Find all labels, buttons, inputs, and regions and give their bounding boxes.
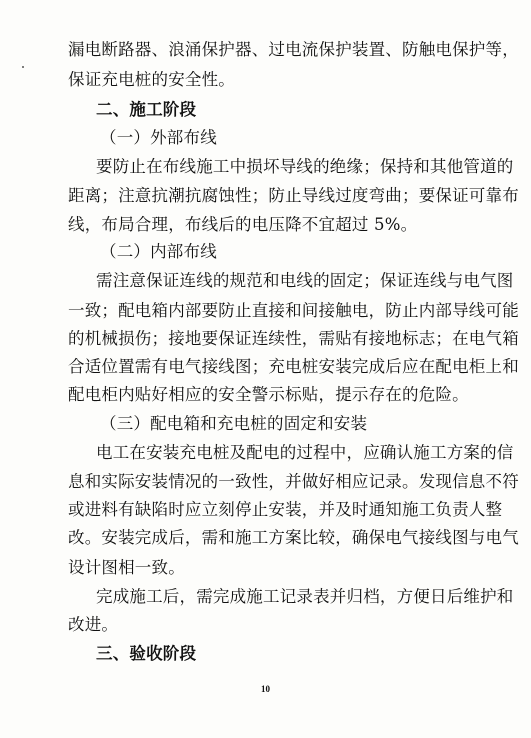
- subsection-heading-external-wiring: （一）外部布线: [100, 128, 217, 148]
- subsection-heading-internal-wiring: （二）内部布线: [100, 242, 217, 262]
- page-number: 10: [261, 684, 270, 694]
- section-heading-acceptance: 三、验收阶段: [96, 644, 197, 663]
- scan-speck: [22, 66, 24, 68]
- body-line: 或进料有缺陷时应立刻停止安装，并及时通知施工负责人整: [68, 500, 503, 520]
- body-line: 配电柜内贴好相应的安全警示标贴，提示存在的危险。: [68, 385, 469, 405]
- subsection-heading-fixing-installation: （三）配电箱和充电桩的固定和安装: [100, 413, 368, 433]
- body-line: 一致；配电箱内部要防止直接和间接触电，防止内部导线可能: [68, 300, 519, 320]
- body-line: 合适位置需有电气接线图；充电桩安装完成后应在配电柜上和: [68, 357, 519, 376]
- body-line: 设计图相一致。: [68, 557, 185, 577]
- body-line: 漏电断路器、浪涌保护器、过电流保护装置、防触电保护等，: [68, 40, 519, 59]
- body-line: 保证充电桩的安全性。: [68, 70, 235, 90]
- body-line: 要防止在布线施工中损坏导线的绝缘；保持和其他管道的: [96, 156, 514, 176]
- section-heading-construction: 二、施工阶段: [96, 100, 197, 120]
- body-line: 电工在安装充电桩及配电的过程中，应确认施工方案的信: [96, 442, 514, 462]
- body-line: 距离；注意抗潮抗腐蚀性；防止导线过度弯曲；要保证可靠布: [68, 185, 519, 205]
- body-line: 改进。: [68, 614, 119, 634]
- body-line: 需注意保证连线的规范和电线的固定；保证连线与电气图: [96, 271, 514, 291]
- body-line: 息和实际安装情况的一致性，并做好相应记录。发现信息不符: [68, 471, 519, 491]
- body-line: 完成施工后，需完成施工记录表并归档，方便日后维护和: [96, 586, 514, 606]
- body-line: 线，布局合理，布线后的电压降不宜超过 5%。: [68, 214, 418, 234]
- body-line: 改。安装完成后，需和施工方案比较，确保电气接线图与电气: [68, 528, 519, 548]
- body-line: 的机械损伤；接地要保证连续性，需贴有接地标志；在电气箱: [68, 328, 519, 348]
